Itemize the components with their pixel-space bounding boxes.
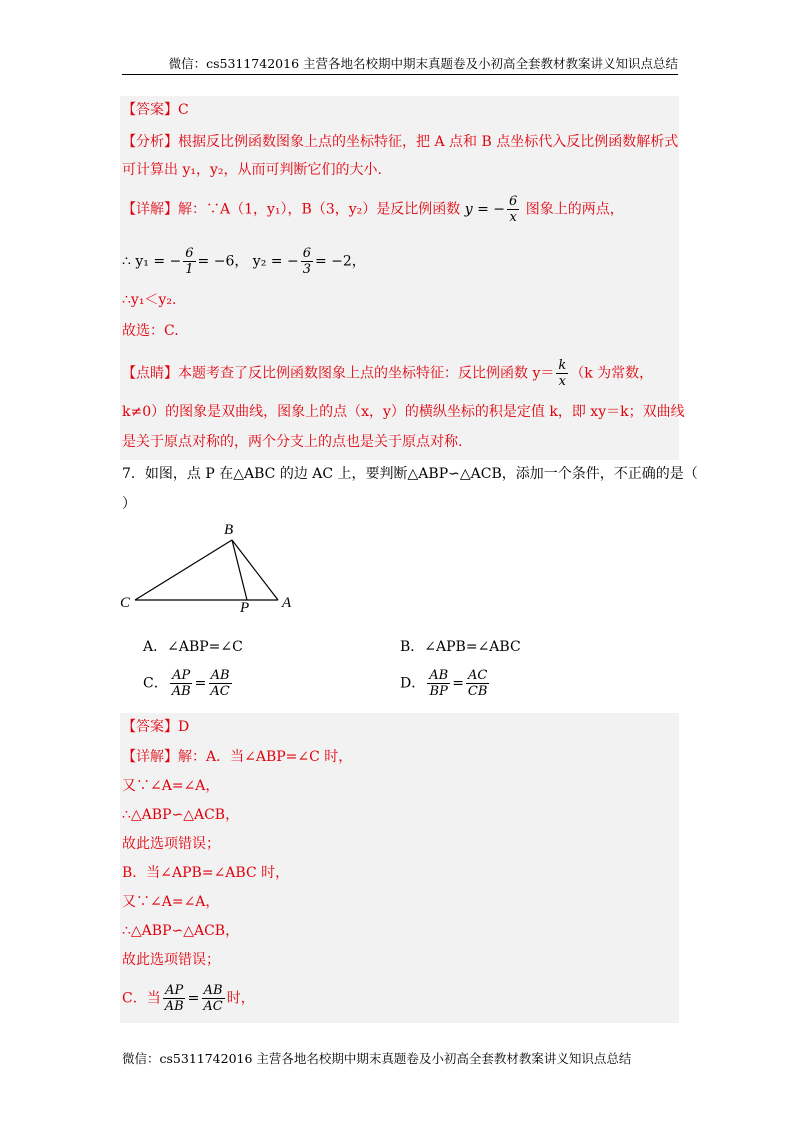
- q7-detail-3: ∴△ABP∽△ACB，: [122, 807, 240, 823]
- q7-answer: 【答案】D: [122, 719, 190, 735]
- triangle-figure: [115, 515, 315, 615]
- label-p: P: [240, 600, 250, 615]
- label-c: C: [120, 595, 131, 611]
- q7-detail-9: C．当 $\frac{AP}{AB}$ = $\frac{AB}{AC}$ 时，: [122, 983, 255, 1014]
- q6-conclusion: ∴y₁＜y₂.: [122, 292, 177, 308]
- q6-calc-line: ∴ y₁ = − $\frac{6}{1}$ = −6， y₂ = − $\frac{6}{3}$ = −2，: [122, 246, 366, 277]
- q6-detail-line: 【详解】解：∵A（1，y₁），B（3，y₂）是反比例函数 y = − $\frac{6}{x}$ 图象上的两点，: [122, 194, 624, 225]
- q6-analysis-line1: 【分析】根据反比例函数图象上点的坐标特征，把 A 点和 B 点坐标代入反比例函数解析式: [122, 134, 679, 150]
- q7-stem-line2: ）: [122, 496, 136, 512]
- q7-detail-2: 又∵∠A=∠A，: [122, 778, 220, 794]
- q6-dianjing-line2: k≠0）的图象是双曲线，图象上的点（x，y）的横纵坐标的积是定值 k，即 xy＝k；双曲线: [122, 404, 685, 420]
- page-footer: 微信：cs5311742016 主营各地名校期中期末真题卷及小初高全套教材教案讲义知识点总结: [122, 1051, 632, 1066]
- header-divider: [122, 74, 678, 75]
- q7-detail-4: 故此选项错误；: [122, 836, 220, 852]
- label-b: B: [224, 522, 234, 538]
- q7-detail-8: 故此选项错误；: [122, 952, 220, 968]
- q7-stem-line1: 7．如图，点 P 在△ABC 的边 AC 上，要判断△ABP∽△ACB，添加一个条件，不正确的是（: [122, 466, 698, 482]
- option-d: D． $\frac{AB}{BP}$ = $\frac{AC}{CB}$: [400, 668, 488, 699]
- option-b: B．∠APB=∠ABC: [400, 639, 521, 655]
- segment-cb: [135, 540, 232, 600]
- option-a: A．∠ABP=∠C: [143, 639, 243, 655]
- q6-answer: 【答案】C: [122, 102, 189, 118]
- option-c: C． $\frac{AP}{AB}$ = $\frac{AB}{AC}$: [143, 668, 230, 699]
- q7-detail-1: 【详解】解：A．当∠ABP=∠C 时，: [122, 749, 353, 765]
- page-header: 微信：cs5311742016 主营各地名校期中期末真题卷及小初高全套教材教案讲义知识点总结: [168, 56, 678, 71]
- q6-analysis-line2: 可计算出 y₁，y₂，从而可判断它们的大小.: [122, 162, 382, 178]
- q6-dianjing-line1: 【点睛】本题考查了反比例函数图象上点的坐标特征：反比例函数 y＝ $\frac{k}{x}$ （k 为常数，: [122, 358, 654, 389]
- q7-detail-5: B．当∠APB=∠ABC 时，: [122, 865, 290, 881]
- q7-detail-7: ∴△ABP∽△ACB，: [122, 923, 240, 939]
- q7-detail-6: 又∵∠A=∠A，: [122, 894, 220, 910]
- label-a: A: [282, 595, 292, 611]
- q6-choose: 故选：C.: [122, 323, 179, 339]
- q6-dianjing-line3: 是关于原点对称的，两个分支上的点也是关于原点对称.: [122, 434, 463, 450]
